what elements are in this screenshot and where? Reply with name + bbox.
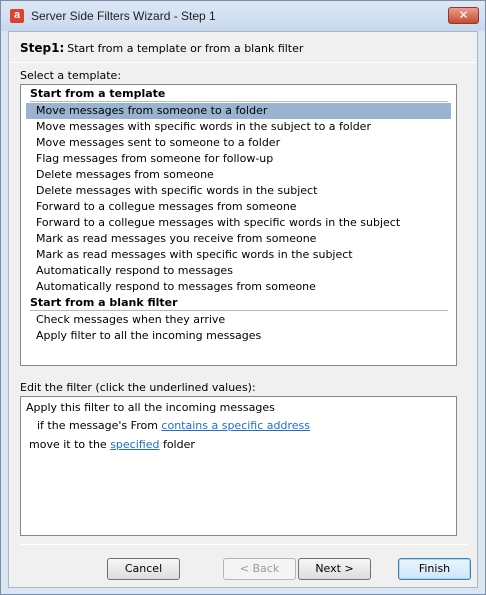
close-button[interactable]: ✕: [448, 7, 479, 24]
filter-line-apply: Apply this filter to all the incoming messages: [26, 401, 275, 414]
blank-filter-item[interactable]: Apply filter to all the incoming messages: [36, 329, 262, 342]
template-list[interactable]: [20, 84, 457, 366]
template-item[interactable]: Mark as read messages you receive from someone: [36, 232, 317, 245]
template-item[interactable]: Forward to a collegue messages from someone: [36, 200, 297, 213]
group-header-blank: Start from a blank filter: [30, 295, 448, 311]
step-description: Start from a template or from a blank filter: [67, 42, 304, 55]
template-item[interactable]: Flag messages from someone for follow-up: [36, 152, 274, 165]
wizard-body: [8, 31, 478, 588]
footer-divider: [20, 544, 468, 545]
condition-text: if the message's From: [37, 419, 158, 432]
template-item[interactable]: Automatically respond to messages from someone: [36, 280, 316, 293]
select-template-label: Select a template:: [20, 69, 122, 82]
header-divider: [9, 62, 477, 63]
template-item[interactable]: Move messages sent to someone to a folder: [36, 136, 281, 149]
step-header: [20, 41, 303, 55]
template-item[interactable]: Move messages with specific words in the subject to a folder: [36, 120, 371, 133]
action-suffix: folder: [162, 438, 195, 451]
template-item[interactable]: Forward to a collegue messages with specific words in the subject: [36, 216, 401, 229]
finish-button[interactable]: Finish: [398, 558, 471, 580]
step-label: Step1:: [20, 41, 65, 55]
template-item[interactable]: Automatically respond to messages: [36, 264, 233, 277]
app-logo-icon: a: [10, 9, 24, 23]
edit-filter-label: Edit the filter (click the underlined values):: [20, 381, 256, 394]
condition-value-link[interactable]: contains a specific address: [161, 419, 310, 432]
window-title: Server Side Filters Wizard - Step 1: [31, 9, 216, 23]
group-header-template: Start from a template: [30, 86, 448, 102]
template-item[interactable]: Mark as read messages with specific words in the subject: [36, 248, 353, 261]
action-text: move it to the: [29, 438, 107, 451]
filter-line-action: [29, 438, 195, 451]
folder-value-link[interactable]: specified: [110, 438, 160, 451]
back-button[interactable]: < Back: [223, 558, 296, 580]
template-item[interactable]: Delete messages with specific words in the subject: [36, 184, 318, 197]
template-item[interactable]: Move messages from someone to a folder: [26, 103, 451, 119]
filter-line-condition: [37, 419, 310, 432]
next-button[interactable]: Next >: [298, 558, 371, 580]
template-item[interactable]: Delete messages from someone: [36, 168, 214, 181]
blank-filter-item[interactable]: Check messages when they arrive: [36, 313, 226, 326]
cancel-button[interactable]: Cancel: [107, 558, 180, 580]
filter-editor: [20, 396, 457, 536]
title-bar[interactable]: [1, 1, 485, 31]
